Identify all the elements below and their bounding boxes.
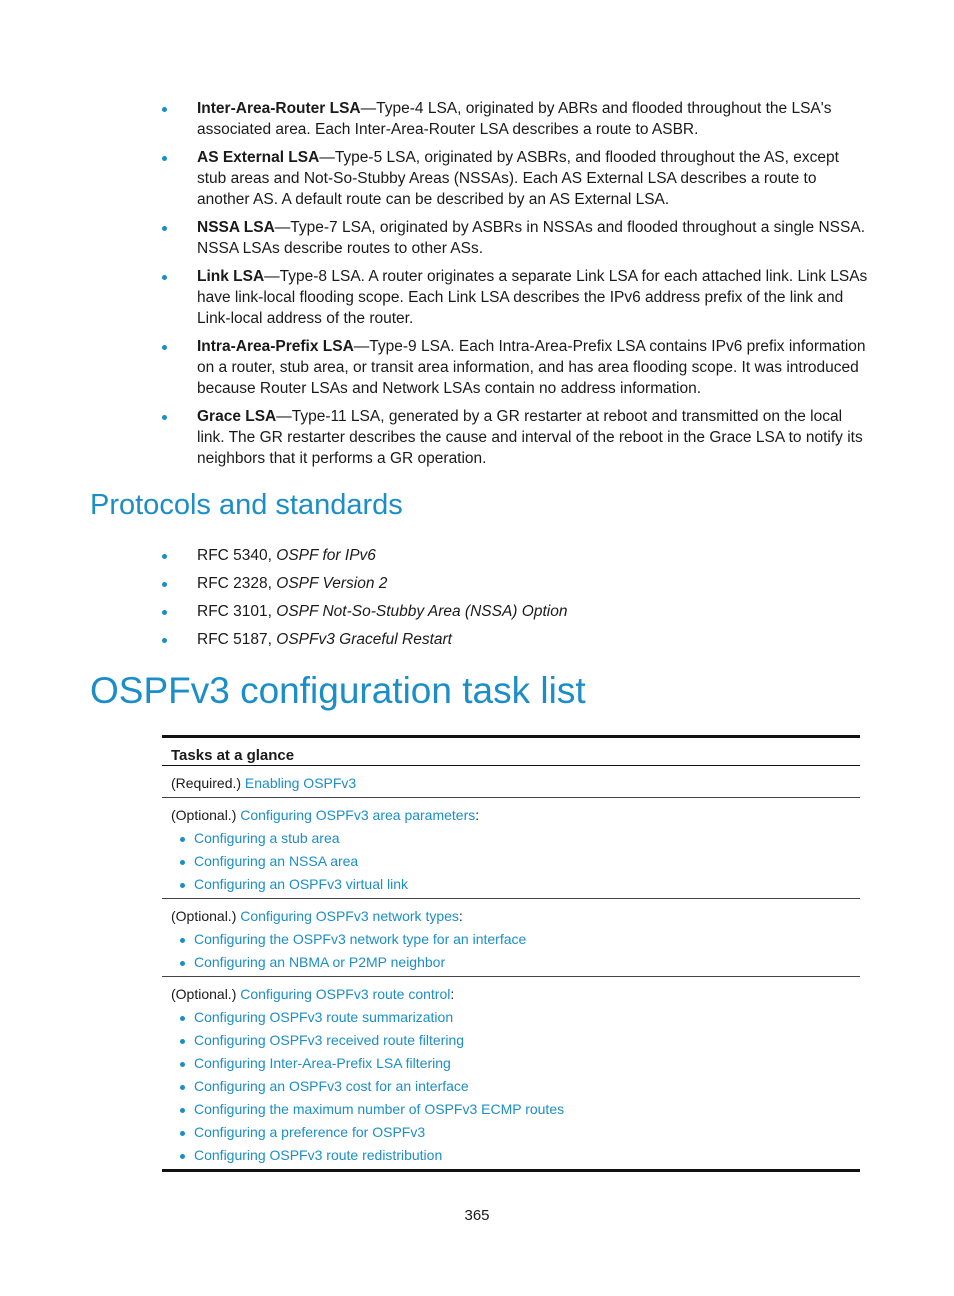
task-suffix: : — [475, 807, 480, 823]
lsa-description: —Type-7 LSA, originated by ASBRs in NSSAs and flooded throughout a single NSSA. NSSA LSAs describe routes to other ASs. — [197, 219, 866, 257]
bullet-icon — [162, 275, 167, 280]
bullet-icon — [180, 1039, 185, 1044]
list-item — [162, 147, 868, 210]
list-item — [162, 406, 868, 469]
subtask-link[interactable]: Configuring the maximum number of OSPFv3 ECMP routes — [194, 1101, 565, 1117]
task-requirement: (Optional.) — [171, 807, 241, 823]
subtask-item — [171, 951, 851, 974]
table-header-row — [162, 737, 860, 766]
subtask-item — [171, 873, 851, 896]
task-suffix: : — [458, 908, 463, 924]
bullet-icon — [180, 1131, 185, 1136]
bullet-icon — [180, 1154, 185, 1159]
lsa-term: Link LSA — [197, 268, 265, 285]
subtask-link[interactable]: Configuring an NSSA area — [194, 853, 359, 869]
subtask-item — [171, 1052, 851, 1075]
bullet-icon — [162, 610, 167, 615]
table-row — [162, 766, 860, 798]
subtask-item — [171, 1029, 851, 1052]
rfc-number: RFC 2328, — [197, 575, 277, 592]
subtask-link[interactable]: Configuring an NBMA or P2MP neighbor — [194, 954, 446, 970]
lsa-type-list — [162, 98, 868, 476]
route-control-link[interactable]: Configuring OSPFv3 route control — [240, 986, 451, 1002]
lsa-term: Grace LSA — [197, 408, 277, 425]
subtask-link[interactable]: Configuring an OSPFv3 virtual link — [194, 876, 408, 892]
subtask-item — [171, 1144, 851, 1167]
rfc-title: OSPFv3 Graceful Restart — [276, 631, 452, 648]
list-item — [162, 336, 868, 399]
lsa-term: AS External LSA — [197, 149, 320, 166]
task-suffix: : — [450, 986, 455, 1002]
bullet-icon — [162, 156, 167, 161]
list-item — [162, 629, 567, 657]
subtask-item — [171, 1098, 851, 1121]
task-line — [171, 804, 851, 827]
subtask-link[interactable]: Configuring OSPFv3 route redistribution — [194, 1147, 443, 1163]
lsa-description: —Type-11 LSA, generated by a GR restarter at reboot and transmitted on the local link. The GR restarter describes the cause and interval of the reboot in the Grace LSA to notify its neighbors that it performs a GR operation. — [197, 408, 863, 467]
area-parameters-link[interactable]: Configuring OSPFv3 area parameters — [240, 807, 476, 823]
bullet-icon — [180, 1062, 185, 1067]
subtask-link[interactable]: Configuring Inter-Area-Prefix LSA filtering — [194, 1055, 451, 1071]
rfc-number: RFC 3101, — [197, 603, 277, 620]
subtask-item — [171, 928, 851, 951]
rfc-number: RFC 5340, — [197, 547, 277, 564]
list-item — [162, 98, 868, 140]
subtask-link[interactable]: Configuring an OSPFv3 cost for an interface — [194, 1078, 469, 1094]
rfc-title: OSPF for IPv6 — [276, 547, 376, 564]
bullet-icon — [180, 860, 185, 865]
subtask-item — [171, 1006, 851, 1029]
network-types-link[interactable]: Configuring OSPFv3 network types — [240, 908, 459, 924]
bullet-icon — [180, 938, 185, 943]
subtask-link[interactable]: Configuring a stub area — [194, 830, 340, 846]
table-row — [162, 977, 860, 1171]
tasks-table — [162, 735, 860, 1172]
list-item — [162, 217, 868, 259]
task-line — [171, 905, 851, 928]
subtask-item — [171, 1121, 851, 1144]
task-requirement: (Required.) — [171, 775, 245, 791]
lsa-description: —Type-9 LSA. Each Intra-Area-Prefix LSA contains IPv6 prefix information on a router, stub area, or transit area information, and has area flooding scope. It was introduced because Router LSAs and Network LSAs contain no address information. — [197, 338, 866, 397]
bullet-icon — [162, 226, 167, 231]
rfc-number: RFC 5187, — [197, 631, 277, 648]
task-line — [171, 772, 851, 795]
list-item — [162, 601, 567, 629]
subtask-item — [171, 827, 851, 850]
bullet-icon — [162, 107, 167, 112]
bullet-icon — [162, 582, 167, 587]
rfc-title: OSPF Version 2 — [276, 575, 388, 592]
lsa-description: —Type-8 LSA. A router originates a separate Link LSA for each attached link. Link LSAs have link-local flooding scope. Each Link LSA describes the IPv6 address prefix of the link and Link-local address of the router. — [197, 268, 868, 327]
chapter-heading-task-list: OSPFv3 configuration task list — [90, 670, 586, 711]
subtask-link[interactable]: Configuring OSPFv3 received route filtering — [194, 1032, 465, 1048]
task-requirement: (Optional.) — [171, 908, 241, 924]
bullet-icon — [180, 837, 185, 842]
task-requirement: (Optional.) — [171, 986, 241, 1002]
table-row — [162, 899, 860, 977]
bullet-icon — [162, 415, 167, 420]
bullet-icon — [180, 883, 185, 888]
bullet-icon — [162, 345, 167, 350]
subtask-link[interactable]: Configuring OSPFv3 route summarization — [194, 1009, 454, 1025]
subtask-link[interactable]: Configuring the OSPFv3 network type for an interface — [194, 931, 527, 947]
bullet-icon — [180, 1016, 185, 1021]
lsa-term: Intra-Area-Prefix LSA — [197, 338, 354, 355]
rfc-title: OSPF Not-So-Stubby Area (NSSA) Option — [276, 603, 568, 620]
section-heading-protocols: Protocols and standards — [90, 489, 403, 521]
subtask-link[interactable]: Configuring a preference for OSPFv3 — [194, 1124, 426, 1140]
list-item — [162, 545, 567, 573]
lsa-term: Inter-Area-Router LSA — [197, 100, 361, 117]
bullet-icon — [180, 1085, 185, 1090]
table-header: Tasks at a glance — [162, 737, 860, 766]
bullet-icon — [180, 961, 185, 966]
subtask-item — [171, 1075, 851, 1098]
list-item — [162, 266, 868, 329]
table-row — [162, 798, 860, 899]
enabling-ospfv3-link[interactable]: Enabling OSPFv3 — [244, 775, 357, 791]
rfc-list — [162, 545, 567, 657]
task-line — [171, 983, 851, 1006]
subtask-item — [171, 850, 851, 873]
lsa-description: —Type-4 LSA, originated by ABRs and flooded throughout the LSA's associated area. Each Inter-Area-Router LSA describes a route to ASBR. — [197, 100, 832, 138]
bullet-icon — [180, 1108, 185, 1113]
table-cell — [162, 899, 860, 977]
lsa-description: —Type-5 LSA, originated by ASBRs, and flooded throughout the AS, except stub areas and Not-So-Stubby Areas (NSSAs). Each AS External LSA describes a route to another AS. A default route can be described by an AS External LSA. — [197, 149, 839, 208]
list-item — [162, 573, 567, 601]
table-cell — [162, 977, 860, 1171]
table-cell — [162, 766, 860, 798]
bullet-icon — [162, 554, 167, 559]
lsa-term: NSSA LSA — [197, 219, 275, 236]
table-cell — [162, 798, 860, 899]
page-number: 365 — [464, 1207, 490, 1224]
bullet-icon — [162, 638, 167, 643]
